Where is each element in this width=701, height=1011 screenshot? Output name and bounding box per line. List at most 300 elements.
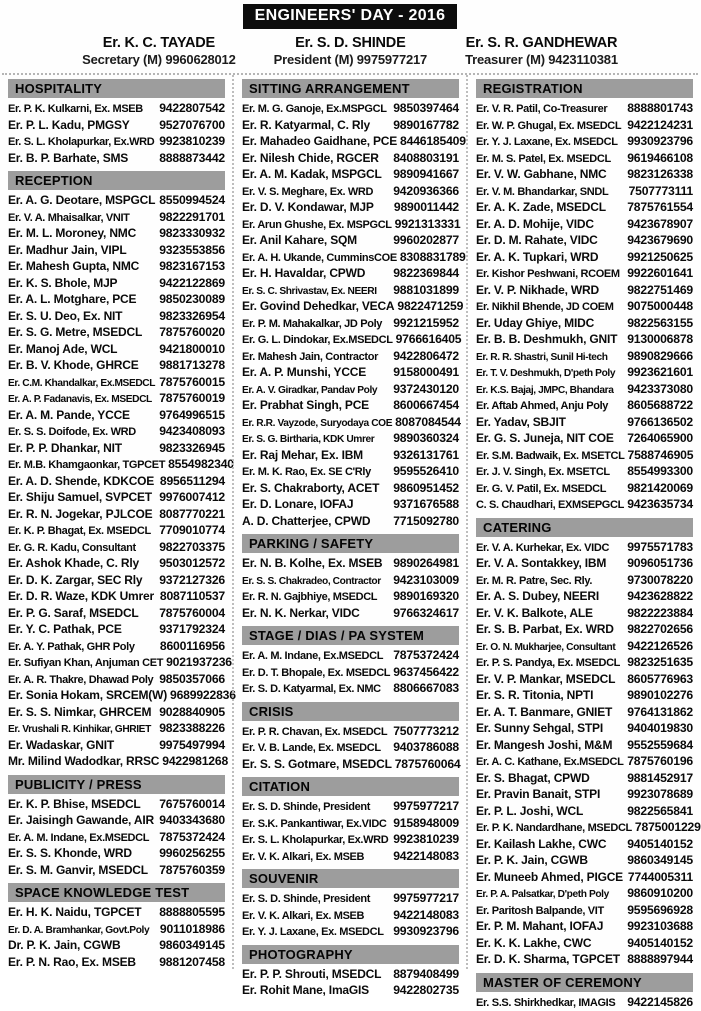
member-name: Er. A. Y. Pathak, GHR Poly: [8, 639, 157, 656]
member-name: Er. R. N. Gajbhiye, MSEDCL: [242, 589, 390, 606]
member-phone: 7507773212: [393, 723, 459, 740]
member-name: C. S. Chaudhari, EXMSEPGCL: [476, 497, 624, 514]
member-phone: 9158000491: [393, 364, 459, 381]
member-name: Er. S. Chakraborty, ACET: [242, 480, 390, 497]
member-phone: 9921313331: [395, 216, 461, 233]
member-row: [8, 100, 225, 117]
member-row: [242, 315, 459, 332]
member-row: [476, 935, 693, 952]
member-phone: 9423635734: [627, 496, 693, 513]
member-row: [8, 654, 225, 671]
committee-section: [242, 777, 459, 864]
member-phone: 9960202877: [393, 232, 459, 249]
section-header: PARKING / SAFETY: [242, 534, 459, 553]
member-row: [8, 812, 225, 829]
section-header: SPACE KNOWLEDGE TEST: [8, 883, 225, 902]
member-row: [8, 374, 225, 391]
member-phone: 9422981268: [162, 753, 228, 770]
section-header: RECEPTION: [8, 171, 225, 190]
member-row: [476, 687, 693, 704]
member-name: Er. Raj Mehar, Ex. IBM: [242, 447, 390, 464]
member-row: [242, 249, 459, 266]
member-name: Er. D. V. Kondawar, MJP: [242, 199, 391, 216]
member-name: Er. R.R. Vayzode, Suryodaya COE: [242, 416, 392, 433]
member-phone: 9923103688: [627, 918, 693, 935]
member-row: [242, 982, 459, 999]
member-name: Er. P. S. Pandya, Ex. MSEDCL: [476, 655, 624, 672]
member-name: Er. M. G. Ganoje, Ex.MSPGCL: [242, 101, 390, 118]
member-name: Er. Sufiyan Khan, Anjuman CET: [8, 655, 163, 672]
member-phone: 9823126338: [627, 166, 693, 183]
member-row: [476, 150, 693, 167]
member-phone: 9822291701: [159, 209, 225, 226]
member-phone: 9422807542: [159, 100, 225, 117]
member-name: Er. D. T. Bhopale, Ex. MSEDCL: [242, 665, 390, 682]
member-row: [476, 885, 693, 902]
member-row: [242, 348, 459, 365]
section-header: SITTING ARRANGEMENT: [242, 79, 459, 98]
member-phone: 7744005311: [628, 869, 693, 886]
member-name: Er. M.B. Khamgaonkar, TGPCET: [8, 457, 165, 474]
committee-section: [8, 171, 225, 770]
member-name: Er. Ashok Khade, C. Rly: [8, 555, 156, 572]
member-phone: 9930923796: [393, 923, 459, 940]
member-row: [242, 265, 459, 282]
member-row: [476, 298, 693, 315]
member-name: Er. A. M. Indane, Ex.MSEDCL: [242, 648, 390, 665]
member-phone: 9822369844: [393, 265, 459, 282]
section-header: SOUVENIR: [242, 869, 459, 888]
member-row: [8, 605, 225, 622]
member-row: [8, 150, 225, 167]
member-phone: 9422124231: [627, 117, 693, 134]
member-phone: 9822751469: [627, 282, 693, 299]
member-phone: 9323553856: [159, 242, 225, 259]
member-phone: 9823251635: [627, 654, 693, 671]
member-phone: 9975571783: [627, 539, 693, 556]
member-name: Er. Anil Kahare, SQM: [242, 232, 390, 249]
member-row: [476, 331, 693, 348]
member-name: Dr. P. K. Jain, CGWB: [8, 937, 156, 954]
member-phone: 9850357066: [159, 671, 225, 688]
member-phone: 9158948009: [393, 815, 459, 832]
member-phone: 9421800010: [159, 341, 225, 358]
member-name: Er. V. W. Gabhane, NMC: [476, 166, 624, 183]
member-name: Er. S. G. Metre, MSEDCL: [8, 324, 156, 341]
member-name: Er. Nilesh Chide, RGCER: [242, 150, 390, 167]
member-name: Er. P. N. Rao, Ex. MSEB: [8, 954, 156, 971]
member-name: A. D. Chatterjee, CPWD: [242, 513, 390, 530]
member-name: Er. W. P. Ghugal, Ex. MSEDCL: [476, 118, 624, 135]
committee-section: [476, 518, 693, 968]
member-name: Er. S. G. Birtharia, KDK Umrer: [242, 432, 390, 449]
member-phone: 9423408093: [159, 423, 225, 440]
member-name: Er. V. K. Alkari, Ex. MSEB: [242, 908, 390, 925]
member-row: [476, 166, 693, 183]
member-row: [242, 480, 459, 497]
member-phone: 8956511294: [160, 473, 225, 490]
member-phone: 9890829666: [627, 348, 693, 365]
member-name: Er. S.M. Badwaik, Ex. MSETCL: [476, 448, 625, 465]
member-row: [8, 796, 225, 813]
member-row: [8, 324, 225, 341]
member-row: [476, 753, 693, 770]
member-phone: 7675760014: [159, 796, 225, 813]
member-phone: 8605776963: [627, 671, 693, 688]
member-name: Er. A. M. Indane, Ex.MSEDCL: [8, 830, 156, 847]
member-row: [242, 848, 459, 865]
section-header: STAGE / DIAS / PA SYSTEM: [242, 626, 459, 645]
member-phone: 9403343680: [159, 812, 225, 829]
member-name: Er. Y. J. Laxane, Ex. MSEDCL: [242, 924, 390, 941]
member-row: [476, 199, 693, 216]
member-name: Er. Mahadeo Gaidhane, PCE: [242, 133, 397, 150]
member-name: Er. M. S. Patel, Ex. MSEDCL: [476, 151, 624, 168]
member-row: [8, 621, 225, 638]
member-name: Er. A. P. Fadanavis, Ex. MSEDCL: [8, 392, 156, 409]
member-name: Er. A. S. Dubey, NEERI: [476, 588, 624, 605]
member-phone: 9823388226: [159, 720, 225, 737]
member-name: Er. Nikhil Bhende, JD COEM: [476, 299, 624, 316]
member-row: [242, 605, 459, 622]
member-phone: 9890169320: [393, 588, 459, 605]
member-row: [242, 199, 459, 216]
member-phone: 8888897944: [627, 951, 693, 968]
member-name: Er. D. Lonare, IOFAJ: [242, 496, 390, 513]
member-phone: 9764996515: [159, 407, 225, 424]
event-title-badge: ENGINEERS' DAY - 2016: [243, 4, 458, 29]
member-phone: 8888805595: [159, 904, 225, 921]
official-name: Er. S. D. SHINDE: [274, 35, 427, 51]
member-name: Er. V. P. Mankar, MSEDCL: [476, 671, 624, 688]
member-name: Er. M. K. Rao, Ex. SE C'Rly: [242, 464, 390, 481]
member-row: [242, 133, 459, 150]
member-name: Er. D. R. Waze, KDK Umrer: [8, 588, 157, 605]
member-name: Er. H. K. Naidu, TGPCET: [8, 904, 156, 921]
member-row: [8, 845, 225, 862]
member-row: [476, 348, 693, 365]
member-row: [242, 890, 459, 907]
member-name: Er. O. N. Mukharjee, Consultant: [476, 640, 624, 657]
member-row: [242, 923, 459, 940]
member-row: [242, 100, 459, 117]
member-name: Er. R. Katyarmal, C. Rly: [242, 117, 390, 134]
member-phone: 9822703375: [159, 539, 225, 556]
member-phone: 7875372424: [393, 647, 459, 664]
member-row: [476, 414, 693, 431]
member-row: [8, 720, 225, 737]
member-row: [476, 836, 693, 853]
member-name: Er. S. C. Shrivastav, Ex. NEERI: [242, 284, 390, 301]
member-name: Er. Yadav, SBJIT: [476, 414, 624, 431]
member-name: Er. P. P. Shrouti, MSEDCL: [242, 966, 390, 983]
member-phone: 9921215952: [393, 315, 459, 332]
member-name: Er. A. C. Kathane, Ex.MSEDCL: [476, 754, 624, 771]
member-phone: 8888873442: [159, 150, 225, 167]
member-row: [476, 994, 693, 1011]
section-header: PHOTOGRAPHY: [242, 945, 459, 964]
member-phone: 9890264981: [393, 555, 459, 572]
member-phone: 9890011442: [394, 199, 459, 216]
member-name: Er. S. D. Katyarmal, Ex. NMC: [242, 681, 390, 698]
member-row: [242, 232, 459, 249]
member-name: Er. P. K. Nandardhane, MSEDCL: [476, 820, 632, 837]
member-phone: 9422126526: [627, 638, 693, 655]
member-phone: 7875001229: [635, 819, 701, 836]
member-name: Er. G. R. Kadu, Consultant: [8, 540, 156, 557]
member-row: [242, 381, 459, 398]
member-phone: 7875761554: [627, 199, 693, 216]
member-phone: 9011018986: [160, 921, 225, 938]
member-name: Er. G. L. Dindokar, Ex.MSEDCL: [242, 332, 393, 349]
member-name: Er. Mangesh Joshi, M&M: [476, 737, 624, 754]
member-name: Er. D. M. Rahate, VIDC: [476, 232, 624, 249]
committee-section: [242, 626, 459, 697]
member-row: [476, 315, 693, 332]
member-name: Er. K. S. Bhole, MJP: [8, 275, 156, 292]
member-phone: 8888801743: [627, 100, 693, 117]
official-role-phone: Treasurer (M) 9423110381: [465, 52, 618, 67]
committee-section: [242, 79, 459, 529]
member-row: [8, 357, 225, 374]
member-phone: 9075000448: [627, 298, 693, 315]
member-name: Er. Pravin Banait, STPI: [476, 786, 624, 803]
member-name: Er. S. L. Kholapurkar, Ex.WRD: [8, 134, 156, 151]
member-phone: 9923810239: [393, 831, 459, 848]
member-phone: 9764131862: [627, 704, 693, 721]
member-phone: 7588746905: [628, 447, 694, 464]
member-name: Er. Vrushali R. Kinhikar, GHRIET: [8, 722, 156, 739]
member-name: Er. N. B. Kolhe, Ex. MSEB: [242, 555, 390, 572]
member-row: [242, 680, 459, 697]
member-phone: 9689922836: [170, 687, 236, 704]
member-row: [242, 664, 459, 681]
member-row: [8, 133, 225, 150]
member-row: [476, 588, 693, 605]
member-name: Er. A. K. Tupkari, WRD: [476, 249, 624, 266]
member-phone: 9404019830: [627, 720, 693, 737]
member-phone: 9960256255: [159, 845, 225, 862]
member-row: [242, 588, 459, 605]
member-phone: 9822471259: [397, 298, 463, 315]
member-row: [8, 862, 225, 879]
member-name: Er. S. R. Titonia, NPTI: [476, 687, 624, 704]
member-phone: 9766136502: [627, 414, 693, 431]
member-name: Er. Kishor Peshwani, RCOEM: [476, 266, 624, 283]
member-row: [8, 456, 225, 473]
member-row: [8, 753, 225, 770]
member-name: Er. A. H. Ukande, CumminsCOE: [242, 250, 397, 267]
member-phone: 9420936366: [393, 183, 459, 200]
member-name: Er. S. S. Chakradeo, Contractor: [242, 574, 390, 591]
member-phone: 9860349145: [159, 937, 225, 954]
member-phone: 9976007412: [159, 489, 225, 506]
column-middle: [232, 75, 466, 969]
member-row: [8, 704, 225, 721]
member-row: [242, 166, 459, 183]
member-row: [8, 192, 225, 209]
member-row: [8, 117, 225, 134]
member-name: Er. V. R. Patil, Co-Treasurer: [476, 101, 624, 118]
member-name: Er. Muneeb Ahmed, PIGCE: [476, 869, 625, 886]
member-name: Er. K. K. Lakhe, CWC: [476, 935, 624, 952]
committee-section: [476, 79, 693, 513]
member-name: Er. J. V. Singh, Ex. MSETCL: [476, 464, 624, 481]
member-row: [476, 216, 693, 233]
member-phone: 9619466108: [627, 150, 693, 167]
member-phone: 9326131761: [393, 447, 459, 464]
member-row: [8, 341, 225, 358]
member-name: Er. R. R. Shastri, Sunil Hi-tech: [476, 350, 624, 367]
member-row: [476, 869, 693, 886]
member-row: [8, 638, 225, 655]
member-row: [242, 756, 459, 773]
member-name: Er. V. K. Balkote, ALE: [476, 605, 624, 622]
member-row: [476, 282, 693, 299]
officials-row: [0, 35, 700, 73]
member-name: Er. C.M. Khandalkar, Ex.MSEDCL: [8, 376, 156, 393]
member-name: Er. A. D. Mohije, VIDC: [476, 216, 624, 233]
member-name: Er. A. K. Zade, MSEDCL: [476, 199, 624, 216]
member-row: [8, 225, 225, 242]
member-name: Er. P. L. Joshi, WCL: [476, 803, 624, 820]
member-phone: 8600667454: [393, 397, 459, 414]
member-row: [8, 242, 225, 259]
member-row: [476, 265, 693, 282]
member-phone: 9552559684: [627, 737, 693, 754]
member-name: Er. Madhur Jain, VIPL: [8, 242, 156, 259]
member-row: [476, 133, 693, 150]
member-row: [476, 463, 693, 480]
member-name: Er. S. S. Gotmare, MSEDCL: [242, 756, 392, 773]
member-row: [8, 407, 225, 424]
member-row: [242, 496, 459, 513]
member-name: Er. V. P. Nikhade, WRD: [476, 282, 624, 299]
member-row: [8, 921, 225, 938]
member-phone: 9766616405: [396, 331, 462, 348]
member-phone: 9922601641: [627, 265, 693, 282]
member-name: Er. A. P. Munshi, YCCE: [242, 364, 390, 381]
member-row: [476, 232, 693, 249]
member-row: [8, 258, 225, 275]
member-phone: 9881713278: [159, 357, 225, 374]
member-name: Er. S. S. Doifode, Ex. WRD: [8, 424, 156, 441]
member-name: Er. K. P. Bhise, MSEDCL: [8, 796, 156, 813]
member-name: Er. V. M. Bhandarkar, SNDL: [476, 184, 626, 201]
member-name: Er. D. K. Zargar, SEC Rly: [8, 572, 156, 589]
member-phone: 9527076700: [159, 117, 225, 134]
member-phone: 9371792324: [159, 621, 225, 638]
member-name: Er. Rohit Mane, ImaGIS: [242, 982, 390, 999]
member-phone: 9422122869: [159, 275, 225, 292]
member-phone: 9372127326: [159, 572, 225, 589]
member-phone: 9405140152: [627, 836, 693, 853]
member-row: [242, 282, 459, 299]
member-name: Er. Prabhat Singh, PCE: [242, 397, 390, 414]
member-phone: 8408803191: [393, 150, 459, 167]
member-row: [242, 831, 459, 848]
member-row: [8, 473, 225, 490]
member-row: [242, 364, 459, 381]
member-phone: 9595696928: [627, 902, 693, 919]
member-row: [476, 621, 693, 638]
member-phone: 9821420069: [627, 480, 693, 497]
member-row: [476, 249, 693, 266]
member-row: [8, 671, 225, 688]
member-row: [8, 489, 225, 506]
member-name: Er. B. B. Deshmukh, GNIT: [476, 331, 624, 348]
member-name: Er. S.K. Pankantiwar, Ex.VIDC: [242, 816, 390, 833]
member-name: Er. P. M. Mahakalkar, JD Poly: [242, 316, 390, 333]
member-row: [476, 183, 693, 200]
member-phone: 7875760064: [395, 756, 461, 773]
member-row: [242, 815, 459, 832]
member-row: [476, 605, 693, 622]
member-phone: 7875760019: [159, 390, 225, 407]
member-phone: 9890941667: [393, 166, 459, 183]
member-name: Er. G. V. Patil, Ex. MSEDCL: [476, 481, 624, 498]
member-phone: 9975497994: [159, 737, 225, 754]
member-phone: 8446185409: [400, 133, 466, 150]
member-name: Er. P. R. Chavan, Ex. MSEDCL: [242, 724, 390, 741]
committee-section: [242, 702, 459, 773]
member-row: [8, 291, 225, 308]
member-phone: 8600116956: [160, 638, 225, 655]
member-phone: 9423373080: [627, 381, 693, 398]
member-name: Er. S. D. Shinde, President: [242, 891, 390, 908]
member-phone: 8550994524: [159, 192, 225, 209]
member-phone: 9881207458: [159, 954, 225, 971]
member-phone: 9923621601: [627, 364, 693, 381]
member-phone: 8879408499: [393, 966, 459, 983]
column-right: [466, 75, 700, 969]
member-row: [242, 430, 459, 447]
committee-section: [8, 775, 225, 879]
member-phone: 9096051736: [627, 555, 693, 572]
member-name: Er. Y. C. Pathak, PCE: [8, 621, 156, 638]
member-phone: 9822565841: [627, 803, 693, 820]
member-phone: 8308831789: [400, 249, 466, 266]
member-name: Er. P. A. Palsatkar, D'peth Poly: [476, 887, 624, 904]
member-row: [8, 737, 225, 754]
member-name: Er. Uday Ghiye, MIDC: [476, 315, 624, 332]
member-phone: 9021937236: [166, 654, 232, 671]
member-phone: 7875760020: [159, 324, 225, 341]
member-name: Er. P. M. Mahant, IOFAJ: [476, 918, 624, 935]
member-row: [476, 381, 693, 398]
member-phone: 8087770221: [159, 506, 225, 523]
committee-columns: [0, 75, 700, 969]
committee-section: [242, 945, 459, 999]
member-row: [242, 463, 459, 480]
member-row: [8, 954, 225, 971]
member-row: [242, 414, 459, 431]
official-role-phone: President (M) 9975977217: [274, 52, 427, 67]
member-phone: 9881452917: [627, 770, 693, 787]
member-row: [8, 539, 225, 556]
member-name: Er. Paritosh Balpande, VIT: [476, 903, 624, 920]
member-phone: 7715092780: [393, 513, 459, 530]
member-phone: 8087110537: [160, 588, 225, 605]
member-phone: 9423628822: [627, 588, 693, 605]
member-name: Er. G. S. Juneja, NIT COE: [476, 430, 624, 447]
member-row: [8, 937, 225, 954]
member-name: Er. S. S. Nimkar, GHRCEM: [8, 704, 156, 721]
member-row: [476, 819, 693, 836]
section-header: HOSPITALITY: [8, 79, 225, 98]
member-phone: 9860349145: [627, 852, 693, 869]
member-name: Er. A. L. Motghare, PCE: [8, 291, 156, 308]
